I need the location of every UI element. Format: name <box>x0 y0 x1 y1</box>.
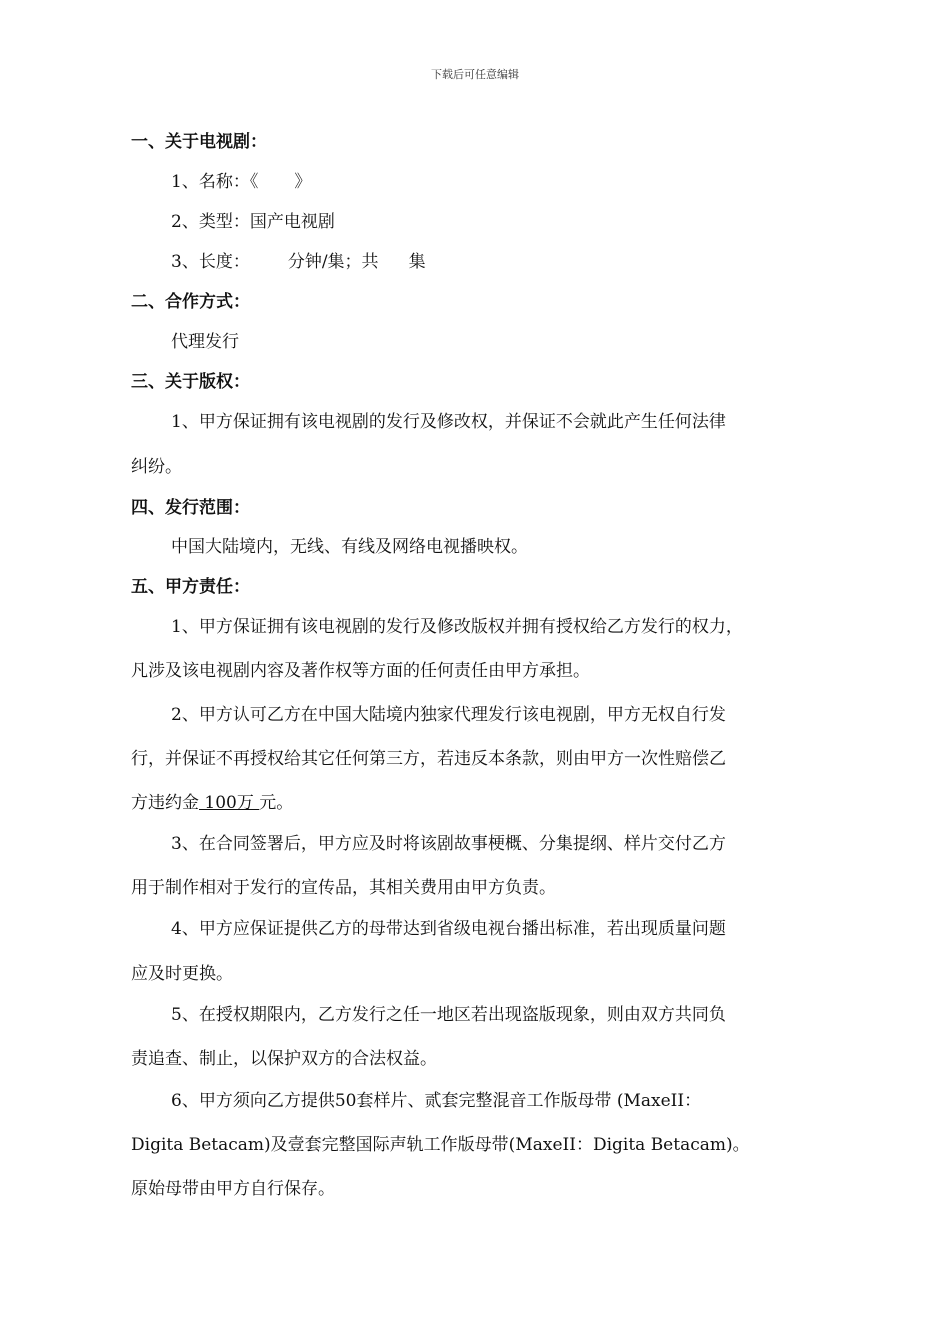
item-type: 2、类型：国产电视剧 <box>171 212 335 232</box>
section-5-title: 五、甲方责任： <box>131 577 250 597</box>
item-length-label: 3、长度： <box>171 252 250 272</box>
para-line: 原始母带由甲方自行保存。 <box>131 1179 335 1199</box>
para-line: 3、在合同签署后，甲方应及时将该剧故事梗概、分集提纲、样片交付乙方 <box>171 834 726 854</box>
item-name <box>171 171 311 193</box>
item-length-episodes: 集 <box>408 252 426 272</box>
section-2-title: 二、合作方式： <box>131 292 250 312</box>
para-line: 凡涉及该电视剧内容及著作权等方面的任何责任由甲方承担。 <box>131 661 590 681</box>
item-length <box>171 251 426 273</box>
para-line: 2、甲方认可乙方在中国大陆境内独家代理发行该电视剧，甲方无权自行发 <box>171 705 726 725</box>
para-line: 6、甲方须向乙方提供50套样片、贰套完整混音工作版母带 (MaxeII： <box>171 1091 702 1111</box>
section-2-body: 代理发行 <box>171 332 239 352</box>
para-line: 应及时更换。 <box>131 964 233 984</box>
para-line: 行，并保证不再授权给其它任何第三方，若违反本条款，则由甲方一次性赔偿乙 <box>131 749 726 769</box>
para-line: 5、在授权期限内，乙方发行之任一地区若出现盗版现象，则由双方共同负 <box>171 1005 726 1025</box>
section-3-para-line: 1、甲方保证拥有该电视剧的发行及修改权，并保证不会就此产生任何法律 <box>171 412 726 432</box>
section-3-para-line: 纠纷。 <box>131 457 182 477</box>
penalty-amount: 100万 <box>199 793 260 813</box>
section-1-title: 一、关于电视剧： <box>131 132 267 152</box>
penalty-line <box>131 792 293 814</box>
page-header: 下载后可任意编辑 <box>431 68 519 81</box>
item-name-close: 》 <box>294 172 312 192</box>
para-line: 责追查、制止，以保护双方的合法权益。 <box>131 1049 437 1069</box>
section-3-title: 三、关于版权： <box>131 372 250 392</box>
penalty-text: 方违约金 <box>131 793 199 813</box>
para-line: Digita Betacam)及壹套完整国际声轨工作版母带(MaxeII：Digita Betacam)。 <box>131 1135 750 1155</box>
penalty-unit: 元。 <box>259 793 294 813</box>
section-4-body: 中国大陆境内，无线、有线及网络电视播映权。 <box>171 537 528 557</box>
para-line: 4、甲方应保证提供乙方的母带达到省级电视台播出标准，若出现质量问题 <box>171 919 726 939</box>
para-line: 1、甲方保证拥有该电视剧的发行及修改版权并拥有授权给乙方发行的权力， <box>171 617 743 637</box>
item-name-label: 1、名称：《 <box>171 172 259 192</box>
para-line: 用于制作相对于发行的宣传品，其相关费用由甲方负责。 <box>131 878 556 898</box>
item-length-unit: 分钟/集；共 <box>287 252 379 272</box>
section-4-title: 四、发行范围： <box>131 498 250 518</box>
